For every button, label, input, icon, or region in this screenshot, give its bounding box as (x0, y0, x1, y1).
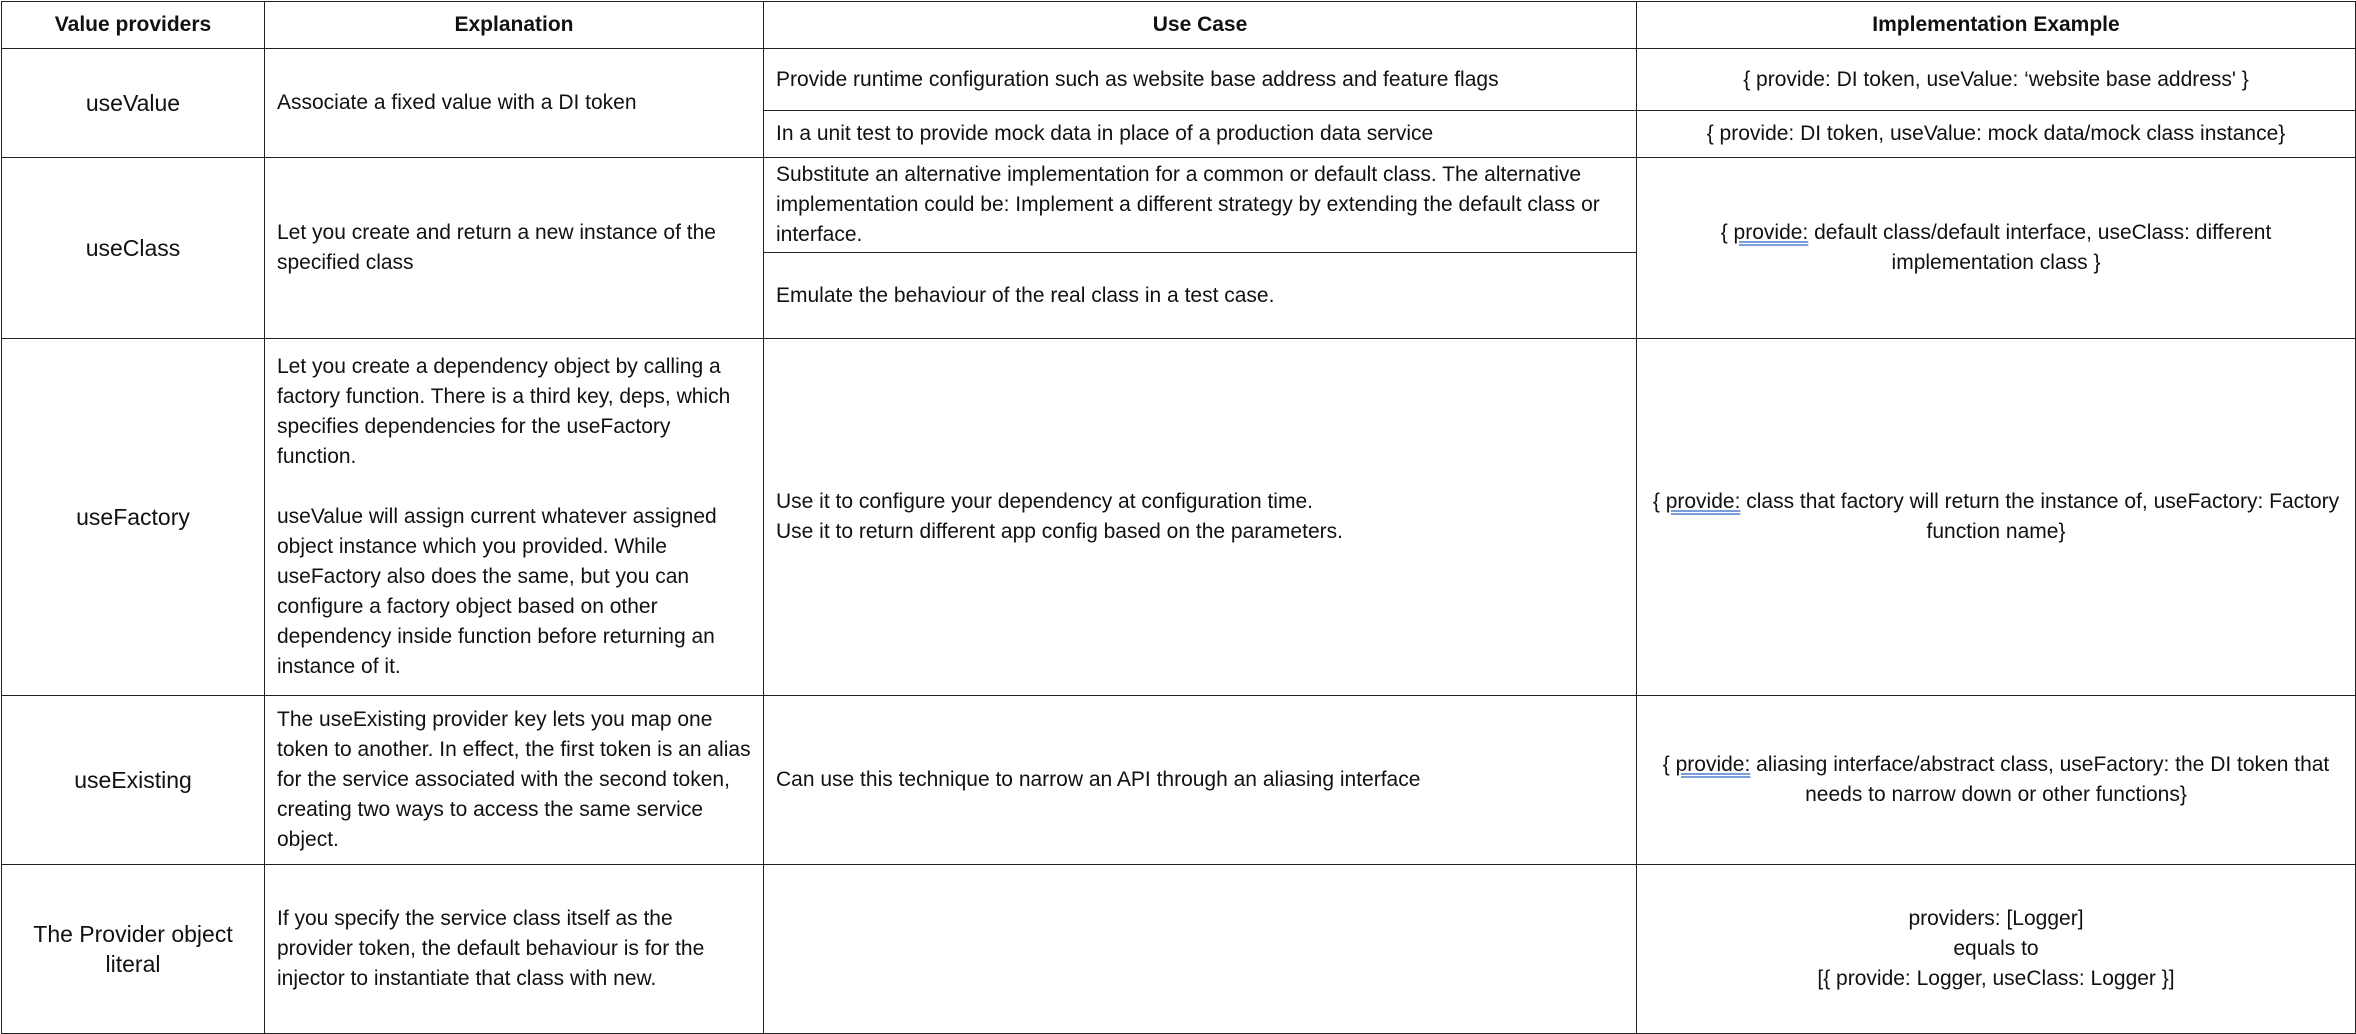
provider-name-useexisting: useExisting (2, 696, 265, 865)
use-case-usefactory: Use it to configure your dependency at configuration time. Use it to return different app config based on the parameters. (764, 339, 1637, 696)
use-case-object-literal (764, 865, 1637, 1034)
provide-keyword: provide: (1733, 221, 1809, 244)
example-useclass-text: default class/default interface, useClass: different implementation class } (1808, 221, 2272, 274)
example-useexisting: { provide: aliasing interface/abstract class, useFactory: the DI token that needs to narrow down or other functions} (1637, 696, 2356, 865)
provide-keyword: provide: (1665, 490, 1741, 513)
provider-name-useclass: useClass (2, 158, 265, 339)
example-useclass: { provide: default class/default interface, useClass: different implementation class } (1637, 158, 2356, 339)
header-value-providers: Value providers (2, 2, 265, 49)
use-case-usevalue-config: Provide runtime configuration such as website base address and feature flags (764, 49, 1637, 111)
use-case-useexisting: Can use this technique to narrow an API through an aliasing interface (764, 696, 1637, 865)
example-usevalue-config: { provide: DI token, useValue: ‘website base address' } (1637, 49, 2356, 111)
provider-name-usevalue: useValue (2, 49, 265, 158)
value-providers-table (1, 1, 2356, 1034)
example-usevalue-test: { provide: DI token, useValue: mock data/mock class instance} (1637, 111, 2356, 158)
use-case-useclass-substitute: Substitute an alternative implementation for a common or default class. The alternative implementation could be: Implement a different strategy by extending the default class or interface. (764, 158, 1637, 253)
explanation-useclass: Let you create and return a new instance of the specified class (265, 158, 764, 339)
use-case-useclass-emulate: Emulate the behaviour of the real class in a test case. (764, 253, 1637, 339)
header-row (2, 2, 2356, 49)
table-row (2, 696, 2356, 865)
example-object-literal: providers: [Logger] equals to [{ provide: Logger, useClass: Logger }] (1637, 865, 2356, 1034)
explanation-usefactory: Let you create a dependency object by calling a factory function. There is a third key, deps, which specifies dependencies for the useFactory function. useValue will assign current whatever assigned object instance which you provided. While useFactory also does the same, but you can configure a factory object based on other dependency inside function before returning an instance of it. (265, 339, 764, 696)
example-useexisting-text: aliasing interface/abstract class, useFactory: the DI token that needs to narrow down or other functions} (1750, 753, 2330, 806)
table-row (2, 49, 2356, 111)
provider-name-usefactory: useFactory (2, 339, 265, 696)
header-explanation: Explanation (265, 2, 764, 49)
table-row (2, 865, 2356, 1034)
header-use-case: Use Case (764, 2, 1637, 49)
example-usefactory: { provide: class that factory will return the instance of, useFactory: Factory function name} (1637, 339, 2356, 696)
provide-keyword: provide: (1675, 753, 1751, 776)
example-usefactory-text: class that factory will return the instance of, useFactory: Factory function name} (1740, 490, 2340, 543)
provider-name-object-literal: The Provider object literal (2, 865, 265, 1034)
use-case-usevalue-test: In a unit test to provide mock data in place of a production data service (764, 111, 1637, 158)
explanation-useexisting: The useExisting provider key lets you map one token to another. In effect, the first token is an alias for the service associated with the second token, creating two ways to access the same service object. (265, 696, 764, 865)
explanation-object-literal: If you specify the service class itself as the provider token, the default behaviour is for the injector to instantiate that class with new. (265, 865, 764, 1034)
table-row (2, 158, 2356, 253)
table-row (2, 339, 2356, 696)
header-implementation-example: Implementation Example (1637, 2, 2356, 49)
explanation-usevalue: Associate a fixed value with a DI token (265, 49, 764, 158)
